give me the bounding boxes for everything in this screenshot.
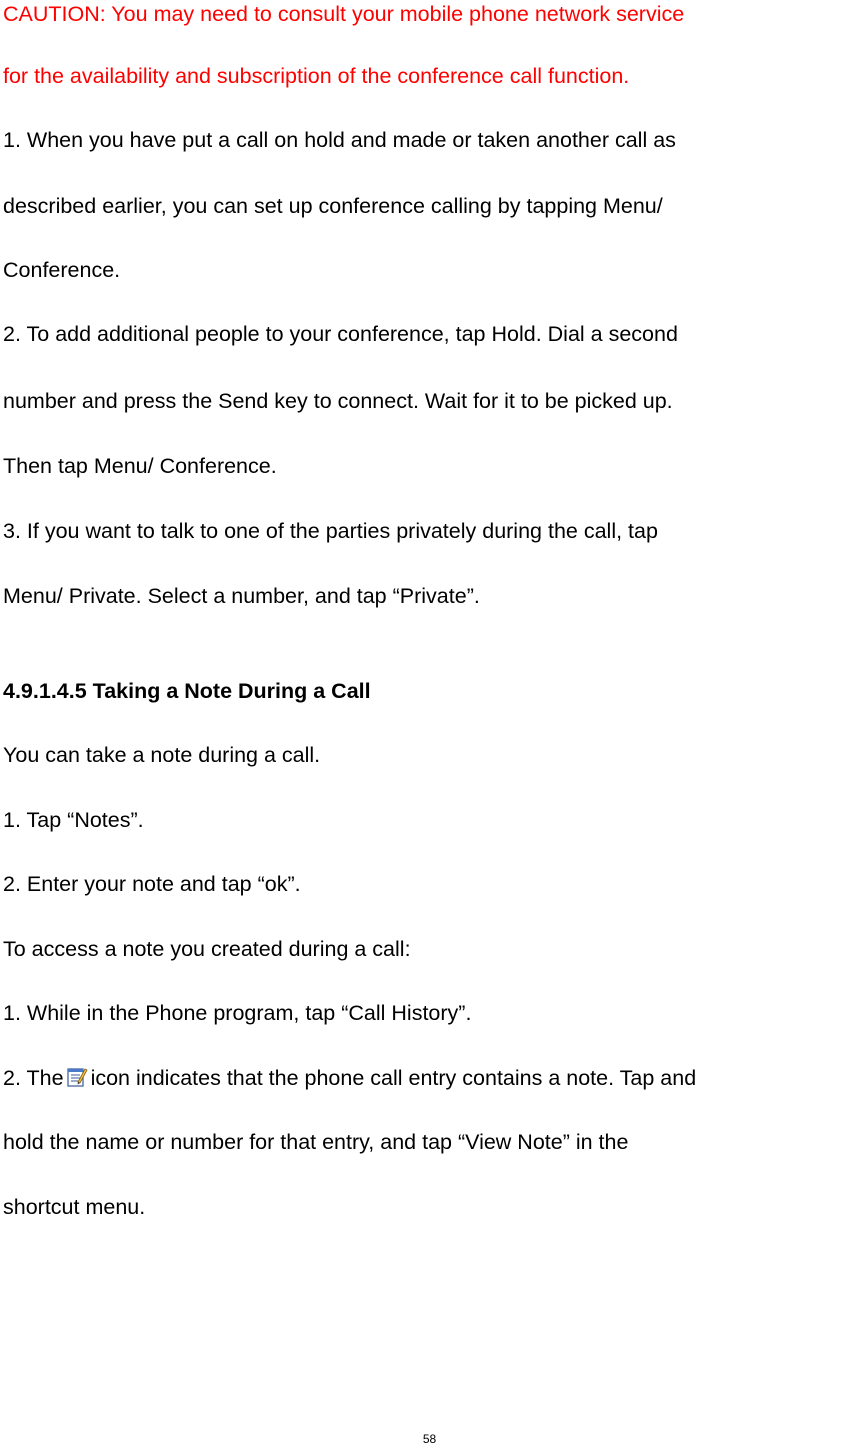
note-icon bbox=[66, 1066, 88, 1088]
conference-step3-line1: 3. If you want to talk to one of the parties privately during the call, tap bbox=[3, 519, 658, 543]
conference-step3-line2: Menu/ Private. Select a number, and tap “Private”. bbox=[3, 584, 480, 608]
notes-step-2: 2. Enter your note and tap “ok”. bbox=[3, 872, 301, 896]
conference-step1-line2: described earlier, you can set up conference calling by tapping Menu/ bbox=[3, 194, 663, 218]
caution-line-1: CAUTION: You may need to consult your mobile phone network service bbox=[3, 2, 685, 26]
section-intro: You can take a note during a call. bbox=[3, 743, 321, 767]
notes-step-1: 1. Tap “Notes”. bbox=[3, 808, 144, 832]
access-step-2-prefix: 2. The bbox=[3, 1066, 64, 1090]
caution-line-2: for the availability and subscription of the conference call function. bbox=[3, 64, 630, 88]
conference-step1-line1: 1. When you have put a call on hold and made or taken another call as bbox=[3, 128, 676, 152]
section-heading: 4.9.1.4.5 Taking a Note During a Call bbox=[3, 679, 371, 703]
access-step-1: 1. While in the Phone program, tap “Call History”. bbox=[3, 1001, 472, 1025]
access-step-2-line1 bbox=[3, 1064, 696, 1092]
conference-step2-line2: number and press the Send key to connect. Wait for it to be picked up. bbox=[3, 389, 673, 413]
conference-step2-line1: 2. To add additional people to your conference, tap Hold. Dial a second bbox=[3, 322, 678, 346]
conference-step2-line3: Then tap Menu/ Conference. bbox=[3, 454, 277, 478]
access-step-2-line3: shortcut menu. bbox=[3, 1195, 146, 1219]
access-intro: To access a note you created during a call: bbox=[3, 937, 411, 961]
access-step-2-line2: hold the name or number for that entry, and tap “View Note” in the bbox=[3, 1130, 629, 1154]
conference-step1-line3: Conference. bbox=[3, 258, 121, 282]
page-number: 58 bbox=[422, 1432, 437, 1446]
access-step-2-suffix: icon indicates that the phone call entry contains a note. Tap and bbox=[90, 1066, 697, 1090]
